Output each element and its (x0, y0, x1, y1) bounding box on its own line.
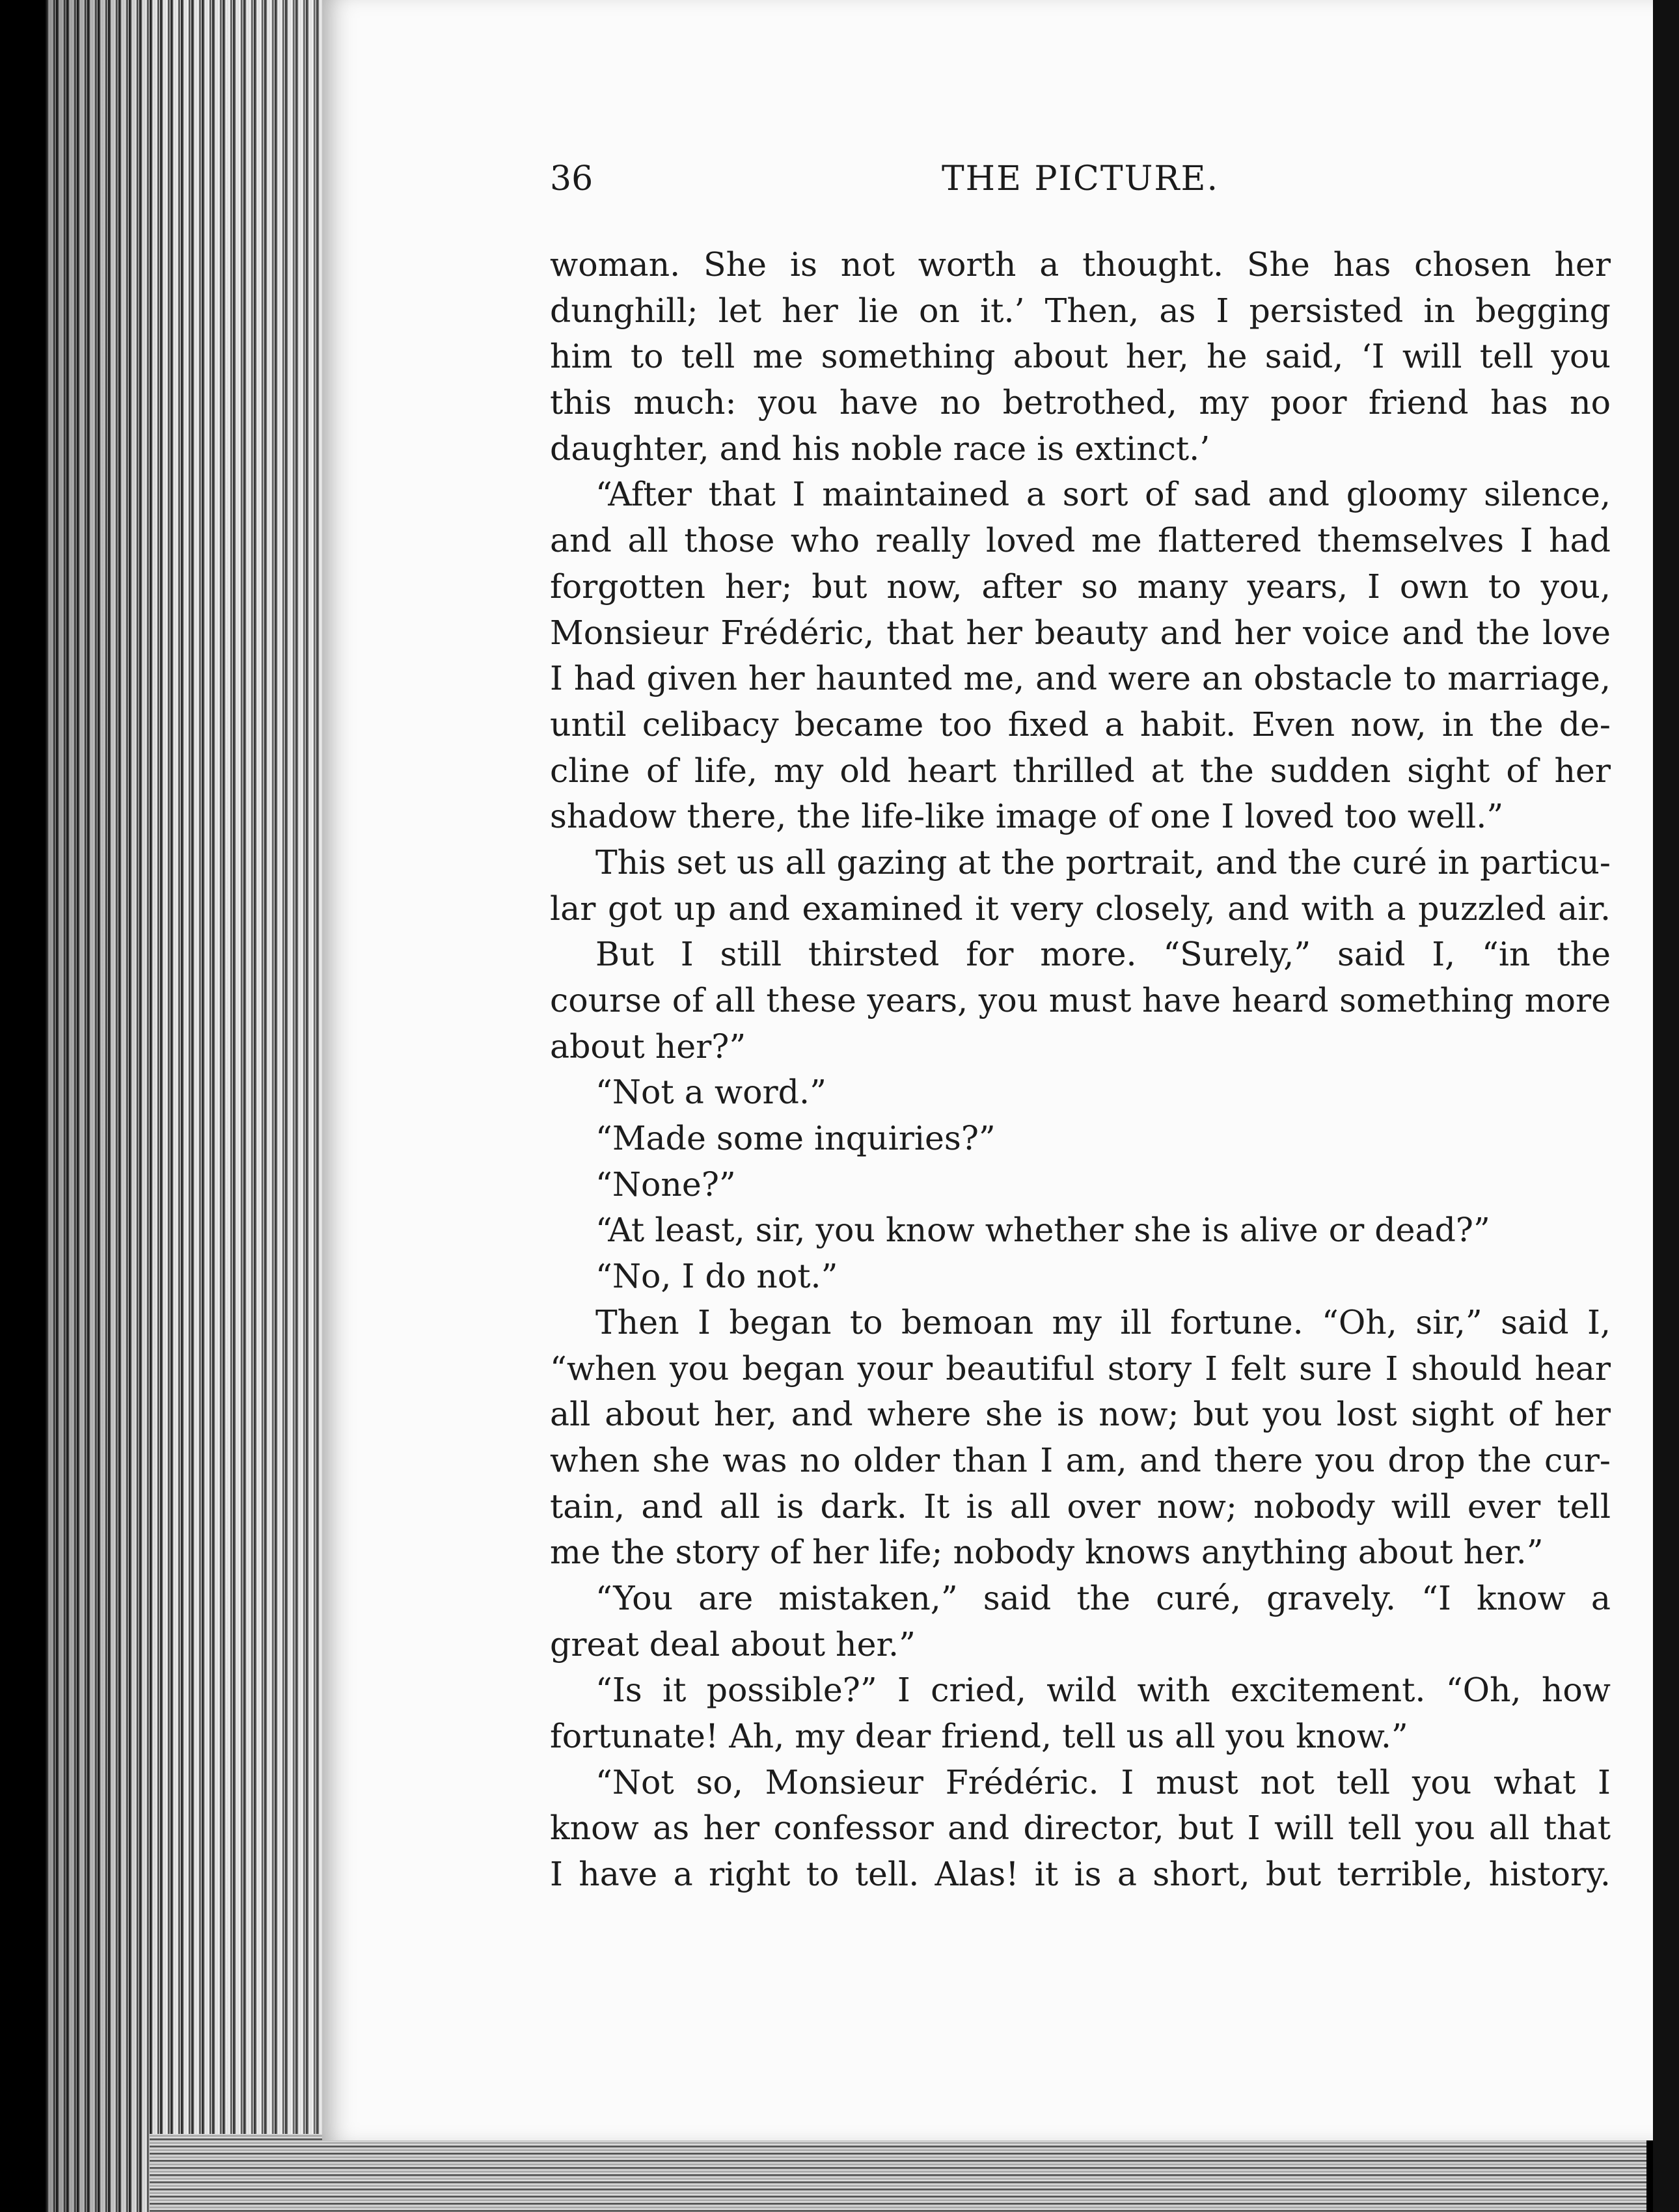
text-line: fortunate! Ah, my dear friend, tell us all you know.” (550, 1717, 1408, 1755)
text-line: “Not so, Monsieur Frédéric. I must not tell you what I (595, 1762, 1611, 1801)
text-line: This set us all gazing at the portrait, and the curé in particu- (595, 843, 1611, 882)
text-line: I have a right to tell. Alas! it is a short, but terrible, history. (550, 1855, 1611, 1894)
text-line: “Not a word.” (595, 1073, 826, 1112)
text-line: But I still thirsted for more. “Surely,” said I, “in the (595, 935, 1611, 974)
scan-right-border (1653, 0, 1679, 2212)
text-line: him to tell me something about her, he said, ‘I will tell you (550, 337, 1611, 376)
text-line: “Made some inquiries?” (595, 1119, 996, 1158)
text-line: Then I began to bemoan my ill fortune. “Oh, sir,” said I, (595, 1302, 1611, 1342)
book-bottom-edges (150, 2134, 1646, 2212)
text-line: all about her, and where she is now; but you lost sight of her (550, 1395, 1611, 1434)
text-line: and all those who really loved me flattered themselves I had (550, 521, 1611, 560)
text-line: I had given her haunted me, and were an obstacle to marriage, (550, 659, 1611, 698)
chapter-title: THE PICTURE. (942, 159, 1219, 198)
text-line: when she was no older than I am, and there you drop the cur- (550, 1440, 1611, 1479)
text-line: woman. She is not worth a thought. She has chosen her (550, 245, 1611, 284)
text-line: about her?” (550, 1027, 746, 1066)
text-line: tain, and all is dark. It is all over now; nobody will ever tell (550, 1487, 1611, 1526)
text-line: lar got up and examined it very closely, and with a puzzled air. (550, 889, 1611, 928)
text-line: course of all these years, you must have heard something more (550, 981, 1611, 1019)
text-line: great deal about her.” (550, 1625, 916, 1664)
text-line: “You are mistaken,” said the curé, gravely. “I know a (595, 1578, 1611, 1617)
text-line: “After that I maintained a sort of sad and gloomy silence, (595, 475, 1611, 514)
book-page-edges (46, 0, 332, 2212)
text-line: me the story of her life; nobody knows anything about her.” (550, 1533, 1544, 1572)
text-line: “At least, sir, you know whether she is alive or dead?” (595, 1211, 1490, 1250)
body-text (550, 242, 1611, 1898)
text-line: daughter, and his noble race is extinct.’ (550, 429, 1210, 468)
page-number: 36 (550, 159, 594, 198)
text-line: this much: you have no betrothed, my poor friend has no (550, 383, 1611, 422)
text-line: shadow there, the life-like image of one I loved too well.” (550, 797, 1504, 836)
text-line: “when you began your beautiful story I felt sure I should hear (550, 1349, 1611, 1388)
text-line: cline of life, my old heart thrilled at the sudden sight of her (550, 751, 1611, 790)
text-line: forgotten her; but now, after so many years, I own to you, (550, 567, 1611, 606)
text-line: Monsieur Frédéric, that her beauty and her voice and the love (550, 613, 1611, 652)
text-line: dunghill; let her lie on it.’ Then, as I persisted in begging (550, 291, 1611, 330)
text-line: know as her confessor and director, but I will tell you all that (550, 1809, 1611, 1848)
text-line: “Is it possible?” I cried, wild with excitement. “Oh, how (595, 1671, 1611, 1710)
running-head (550, 159, 1611, 211)
text-line: “None?” (595, 1165, 736, 1204)
text-line: until celibacy became too fixed a habit. Even now, in the de- (550, 705, 1611, 744)
text-line: “No, I do not.” (595, 1257, 838, 1296)
